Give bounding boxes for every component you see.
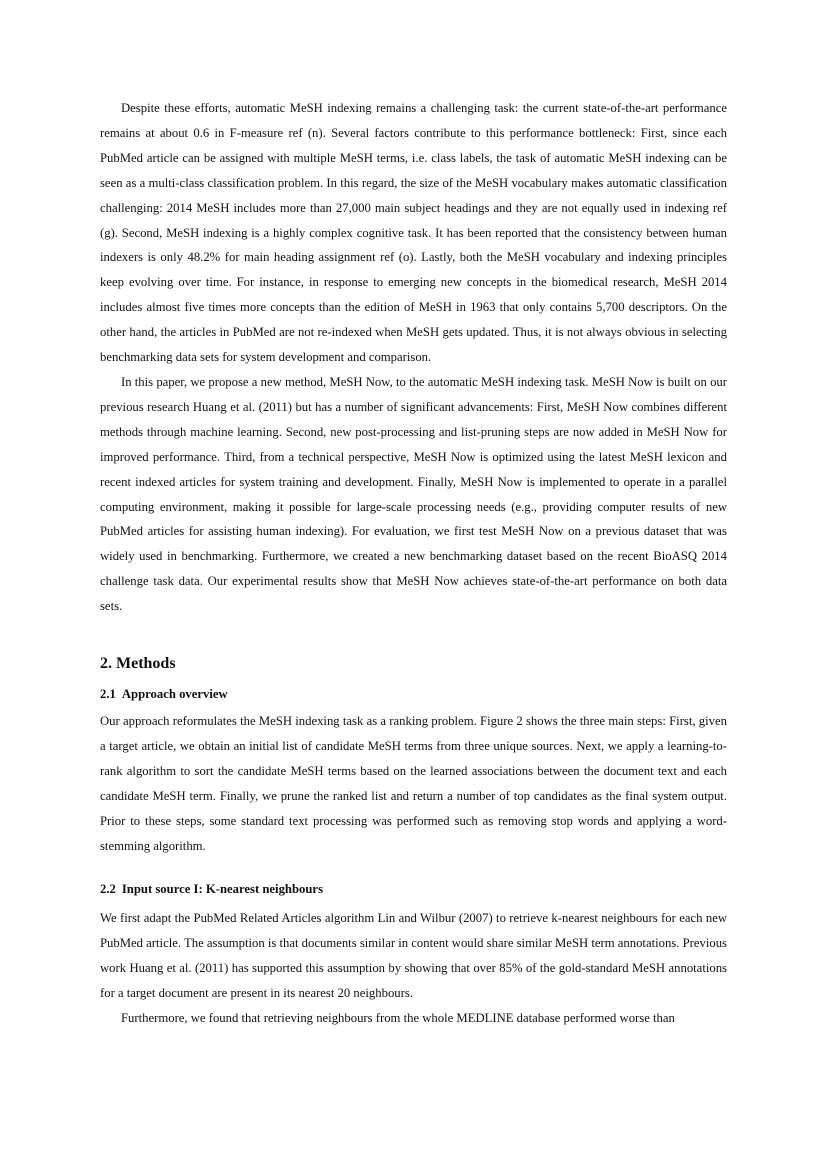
section-heading-methods: 2. Methods: [100, 655, 176, 673]
intro-paragraph-2: In this paper, we propose a new method, MeSH Now, to the automatic MeSH indexing task. MeSH Now is built on our previous research Huang et al. (2011) but has a number of significant advancements: First, MeSH Now combines different methods through machine learning. Second, new post-processing and list-pruning steps are now added in MeSH Now for improved performance. Third, from a technical perspective, MeSH Now is optimized using the latest MeSH lexicon and recent indexed articles for system training and development. Finally, MeSH Now is implemented to operate in a parallel computing environment, making it possible for large-scale processing needs (e.g., providing computer results of new PubMed articles for assisting human indexing). For evaluation, we first test MeSH Now on a previous dataset that was widely used in benchmarking. Furthermore, we created a new benchmarking dataset based on the recent BioASQ 2014 challenge task data. Our experimental results show that MeSH Now achieves state-of-the-art performance on both data sets.: [100, 374, 727, 614]
approach-paragraph: Our approach reformulates the MeSH indexing task as a ranking problem. Figure 2 shows the three main steps: First, given a target article, we obtain an initial list of candidate MeSH terms from three unique sources. Next, we apply a learning-to-rank algorithm to sort the candidate MeSH terms based on the learned associations between the document text and each candidate MeSH term. Finally, we prune the ranked list and return a number of top candidates as the final system output. Prior to these steps, some standard text processing was performed such as removing stop words and applying a word-stemming algorithm.: [100, 714, 727, 853]
subsection-title: Input source I: K-nearest neighbours: [121, 882, 324, 897]
subsection-number: 2.1: [100, 687, 116, 702]
subsection-number: 2.2: [100, 882, 116, 897]
subsection-title: Approach overview: [121, 687, 228, 702]
knn-paragraph-2: Furthermore, we found that retrieving neighbours from the whole MEDLINE database performed worse than: [121, 1011, 675, 1026]
intro-paragraph-1: Despite these efforts, automatic MeSH indexing remains a challenging task: the current state-of-the-art performance remains at about 0.6 in F-measure ref (n). Several factors contribute to this performance bottleneck: First, since each PubMed article can be assigned with multiple MeSH terms, i.e. class labels, the task of automatic MeSH indexing can be seen as a multi-class classification problem. In this regard, the size of the MeSH vocabulary makes automatic classification challenging: 2014 MeSH includes more than 27,000 main subject headings and they are not equally used in indexing ref (g). Second, MeSH indexing is a highly complex cognitive task. It has been reported that the consistency between human indexers is only 48.2% for main heading assignment ref (o). Lastly, both the MeSH vocabulary and indexing principles keep evolving over time. For instance, in response to emerging new concepts in the biomedical research, MeSH 2014 includes almost five times more concepts than the edition of MeSH in 1963 that only contains 5,700 descriptors. On the other hand, the articles in PubMed are not re-indexed when MeSH gets updated. Thus, it is not always obvious in selecting benchmarking data sets for system development and comparison.: [100, 101, 727, 365]
subsection-heading-approach: [100, 685, 727, 703]
knn-paragraph-1: We first adapt the PubMed Related Articles algorithm Lin and Wilbur (2007) to retrieve k-nearest neighbours for each new PubMed article. The assumption is that documents similar in content would share similar MeSH term annotations. Previous work Huang et al. (2011) has supported this assumption by showing that over 85% of the gold-standard MeSH annotations for a target document are present in its nearest 20 neighbours.: [100, 911, 727, 1001]
subsection-heading-knn: [100, 880, 727, 898]
paper-page: [100, 96, 727, 1031]
